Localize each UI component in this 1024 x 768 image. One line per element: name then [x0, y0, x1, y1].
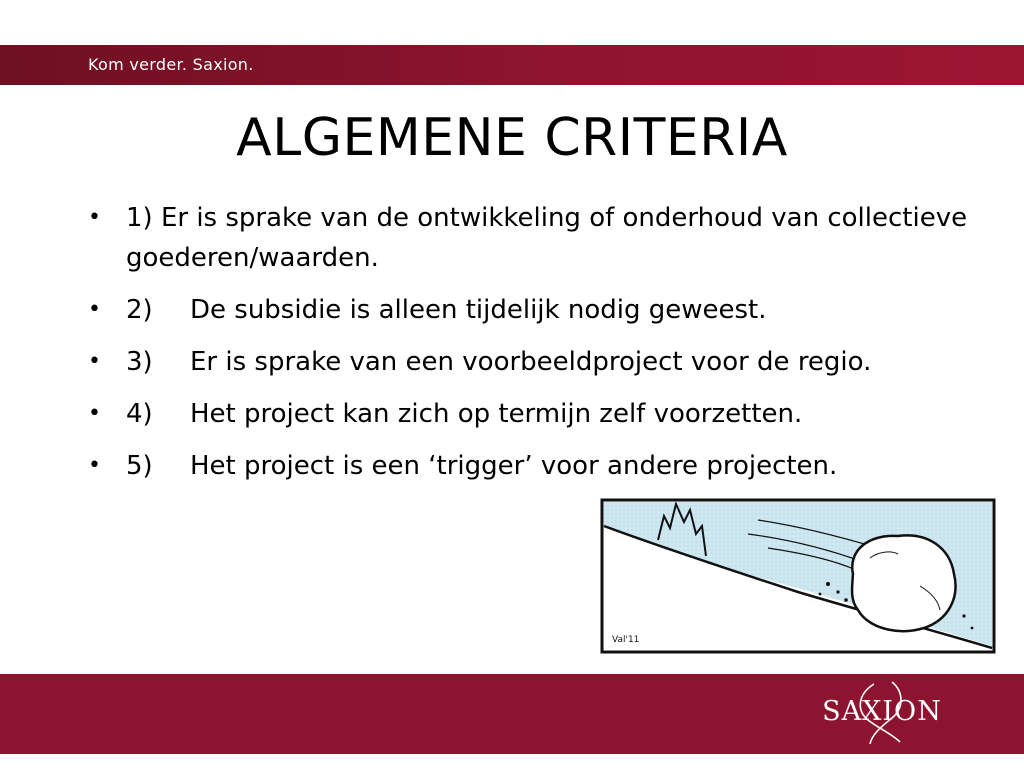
bullet-icon: •: [88, 349, 101, 374]
bullet-icon: •: [88, 453, 101, 478]
bullet-text: Het project kan zich op termijn zelf voorzetten.: [190, 399, 803, 429]
list-item: [88, 446, 1008, 486]
list-item: [88, 394, 1008, 434]
bullet-text: Er is sprake van een voorbeeldproject voor de regio.: [190, 347, 872, 377]
logo-text: SAXION: [822, 696, 942, 727]
bullet-number: 5): [126, 451, 153, 481]
slide-title: ALGEMENE CRITERIA: [236, 108, 788, 168]
bullet-text: De subsidie is alleen tijdelijk nodig geweest.: [190, 295, 767, 325]
bullet-icon: •: [88, 205, 101, 230]
bullet-icon: •: [88, 401, 101, 426]
bullet-icon: •: [88, 297, 101, 322]
bullet-text: 1) Er is sprake van de ontwikkeling of onderhoud van collectieve goederen/waarden.: [126, 203, 968, 273]
tagline: Kom verder. Saxion.: [88, 55, 254, 74]
bullet-text: Het project is een ‘trigger’ voor andere projecten.: [190, 451, 838, 481]
top-banner: [0, 45, 1024, 85]
bullet-number: 3): [126, 347, 153, 377]
cartoon-signature: Val'11: [612, 635, 640, 645]
bullet-number: 4): [126, 399, 153, 429]
criteria-list: [88, 198, 1008, 498]
bullet-number: 2): [126, 295, 153, 325]
list-item: [88, 342, 1008, 382]
saxion-logo: [812, 680, 952, 746]
list-item: [88, 198, 1008, 278]
snowball-cartoon: [598, 496, 998, 656]
list-item: [88, 290, 1008, 330]
